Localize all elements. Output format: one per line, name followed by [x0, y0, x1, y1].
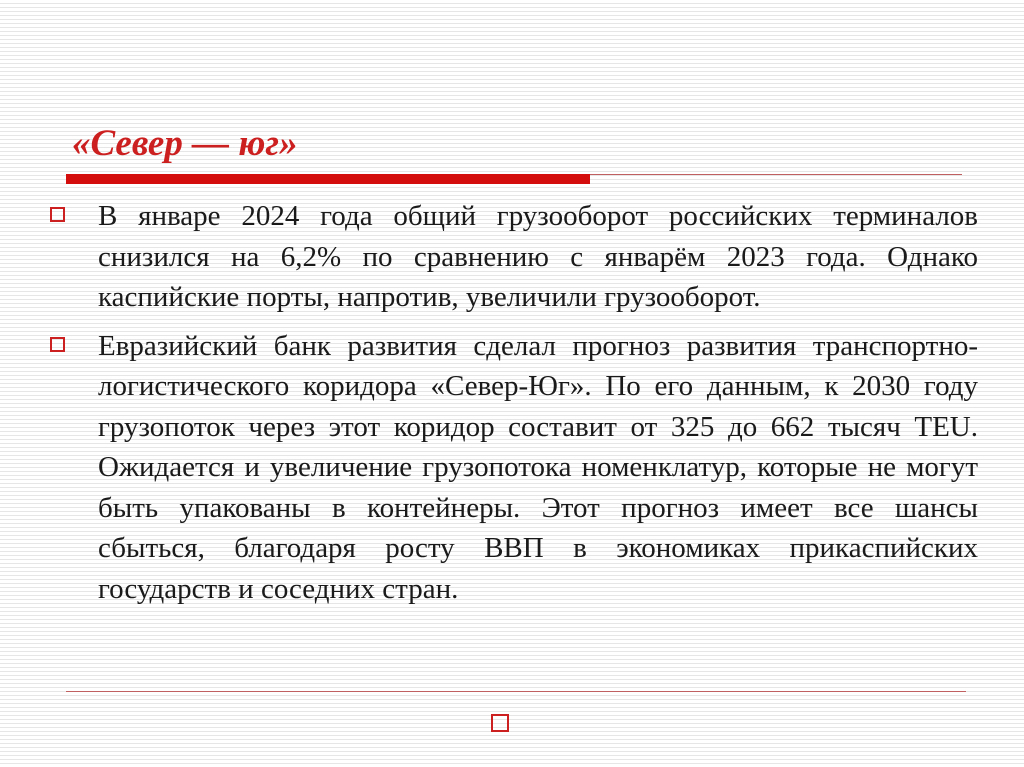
bullet-text: В январе 2024 года общий грузооборот российских терминалов снизился на 6,2% по сравнению с январём 2023 года. Однако каспийские порты, напротив, увеличили грузооборот. — [98, 200, 978, 313]
hollow-square-icon — [50, 337, 65, 352]
title-underline-rule — [590, 174, 962, 175]
bullet-text: Евразийский банк развития сделал прогноз развития транспортно-логистического коридора «Север-Юг». По его данным, к 2030 году грузопоток через этот коридор составит от 325 до 662 тысяч TEU. Ожидается и увеличение грузопотока номенклатур, которые не могут быть упакованы в контейнеры. Этот прогноз имеет все шансы сбыться, благодаря росту ВВП в экономиках прикаспийских государств и соседних стран. — [98, 329, 978, 605]
title-underline-bar — [66, 174, 590, 184]
hollow-square-icon — [50, 207, 65, 222]
bullet-item — [50, 326, 978, 610]
hollow-square-icon — [491, 714, 509, 732]
bullet-item — [50, 196, 978, 318]
footer-rule — [66, 691, 966, 692]
slide-title: «Север — юг» — [72, 123, 298, 164]
bullet-list — [50, 196, 978, 617]
